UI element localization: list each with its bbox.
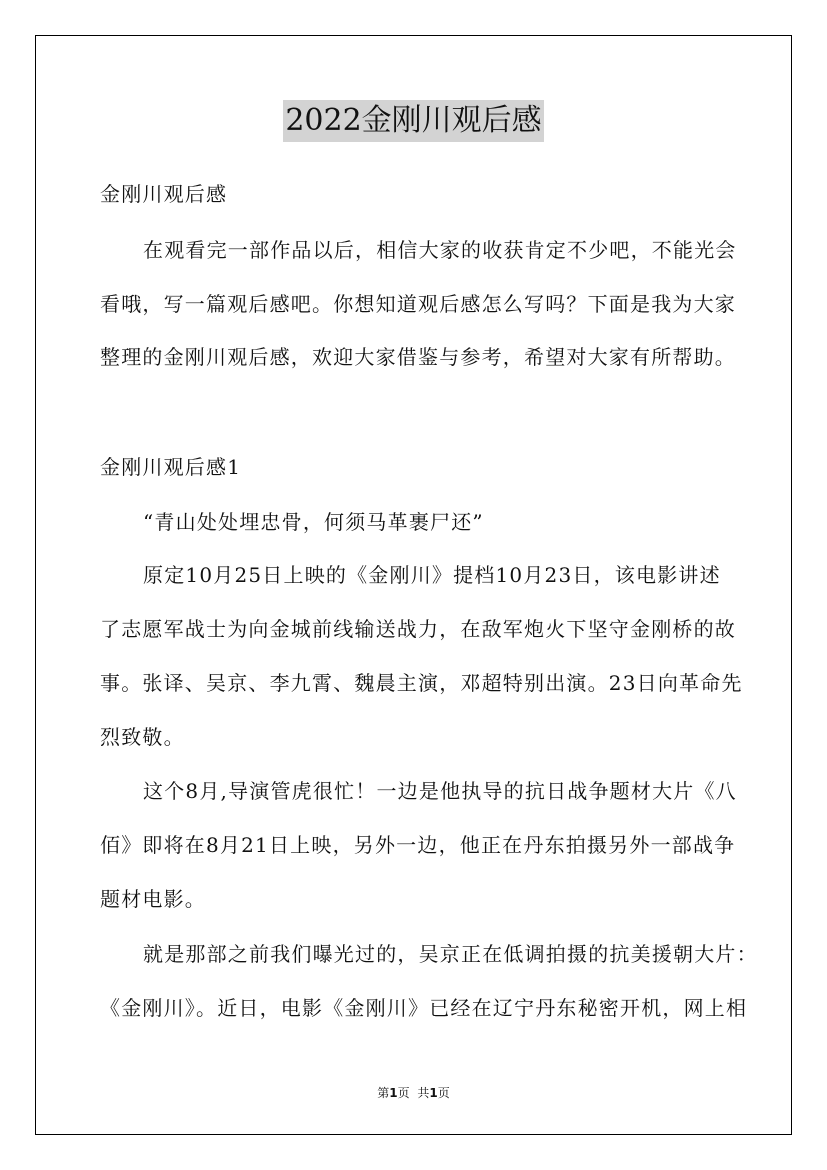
- para1-line-1: 原定10月25日上映的《金刚川》提档10月23日，该电影讲述: [143, 563, 721, 587]
- para2-line-1: 这个8月,导演管虎很忙！一边是他执导的抗日战争题材大片《八: [143, 779, 737, 803]
- footer-page-num: 1: [389, 1086, 398, 1100]
- para2-line-3: 题材电影。: [100, 887, 206, 911]
- footer-total-prefix: 共: [417, 1086, 430, 1100]
- para2-line-2: 佰》即将在8月21日上映，另外一边，他正在丹东拍摄另外一部战争: [100, 833, 736, 857]
- document-title: 2022金刚川观后感: [283, 100, 543, 142]
- footer-page-suffix: 页: [397, 1086, 410, 1100]
- para1-line-4: 烈致敬。: [100, 725, 185, 749]
- intro-line-3: 整理的金刚川观后感，欢迎大家借鉴与参考，希望对大家有所帮助。: [100, 345, 736, 369]
- intro-line-1: 在观看完一部作品以后，相信大家的收获肯定不少吧，不能光会: [143, 238, 737, 262]
- para3-line-1: 就是那部之前我们曝光过的，吴京正在低调拍摄的抗美援朝大片：: [143, 942, 758, 966]
- para1-line-2: 了志愿军战士为向金城前线输送战力，在敌军炮火下坚守金刚桥的故: [100, 617, 736, 641]
- para1-line-3: 事。张译、吴京、李九霄、魏晨主演，邓超特别出演。23日向革命先: [100, 671, 743, 695]
- title-container: [0, 100, 827, 142]
- quote-line: “青山处处埋忠骨，何须马革裹尸还”: [143, 510, 484, 534]
- footer-total-suffix: 页: [437, 1086, 450, 1100]
- footer-page-prefix: 第: [377, 1086, 390, 1100]
- page-footer: [0, 1084, 827, 1101]
- para3-line-2: 《金刚川》。近日，电影《金刚川》已经在辽宁丹东秘密开机，网上相: [100, 996, 748, 1020]
- section-heading: 金刚川观后感1: [100, 455, 242, 479]
- intro-line-2: 看哦，写一篇观后感吧。你想知道观后感怎么写吗？下面是我为大家: [100, 292, 736, 316]
- subheading: 金刚川观后感: [100, 182, 228, 206]
- footer-total-num: 1: [429, 1086, 438, 1100]
